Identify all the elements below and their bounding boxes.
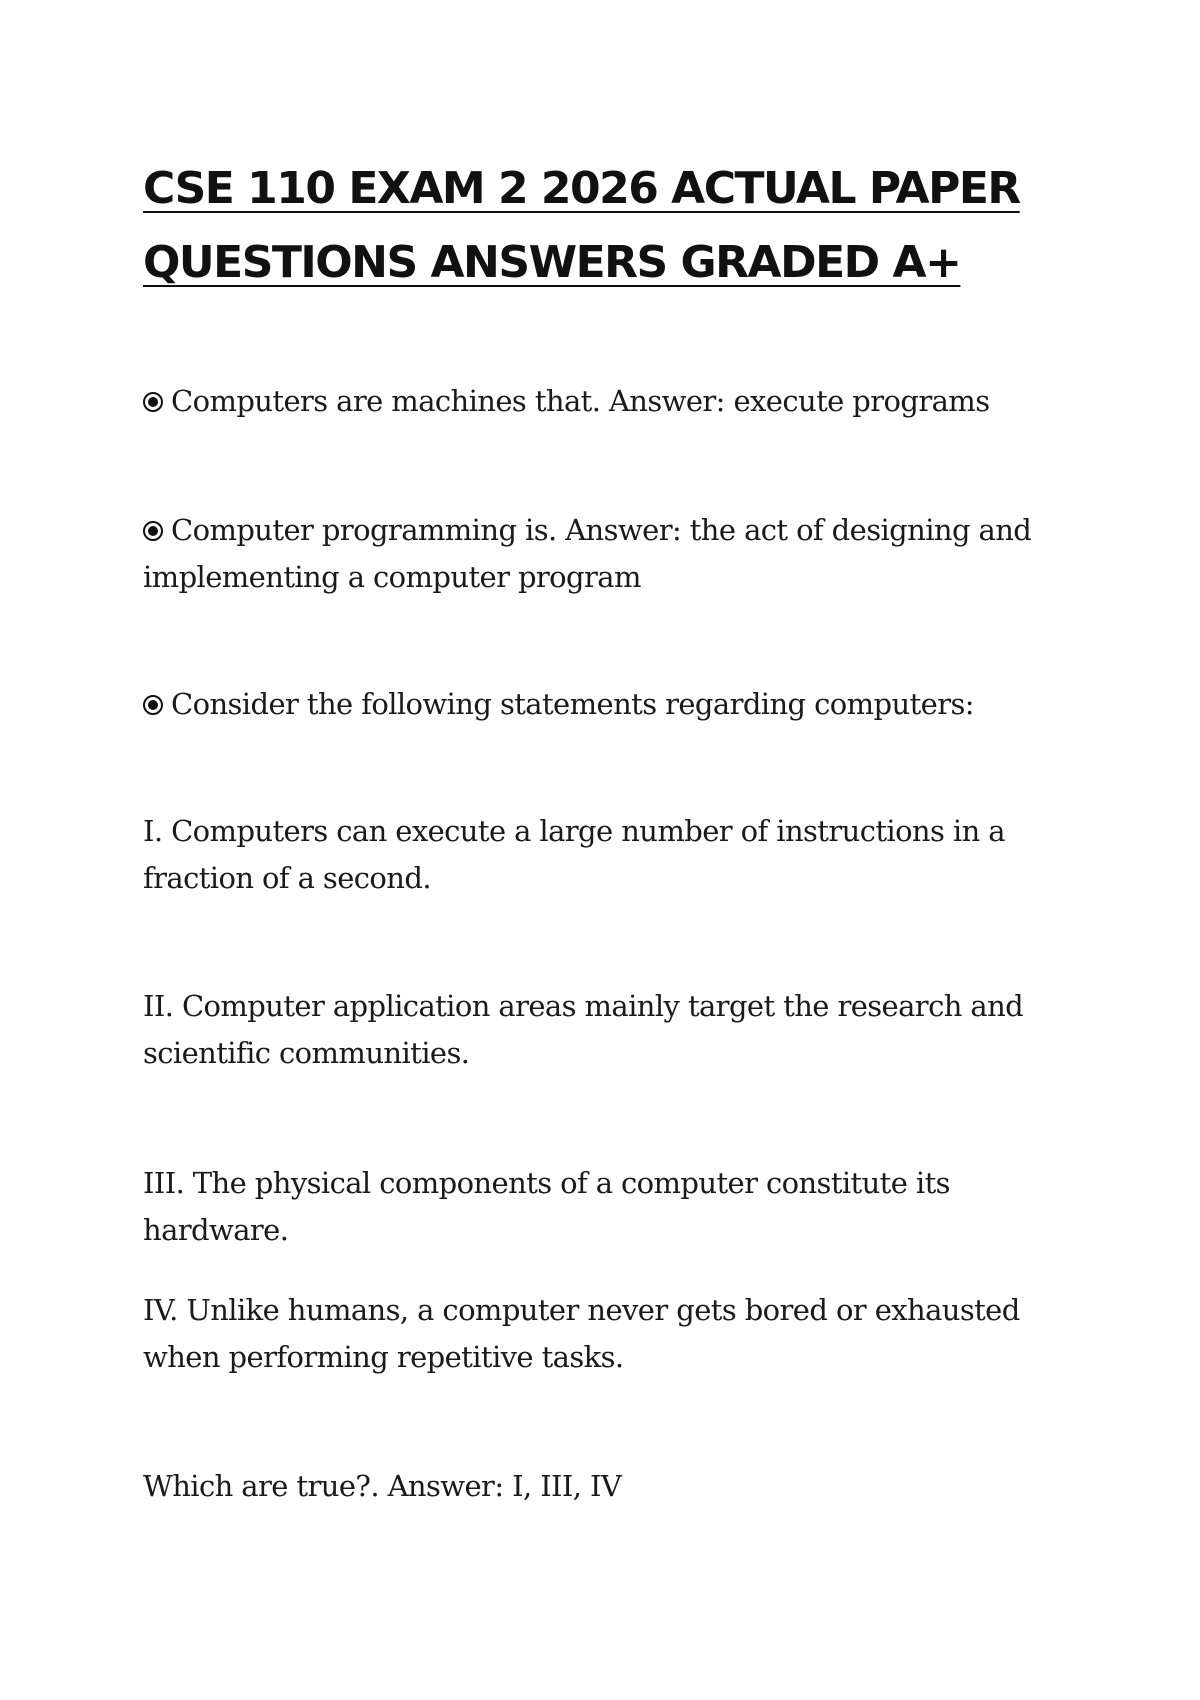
question-2: [143, 507, 1093, 601]
radio-bullet-icon: [143, 521, 163, 541]
statement-1: I. Computers can execute a large number of instructions in a fraction of a second.: [143, 814, 1005, 895]
question-2-text: Computer programming is. Answer: the act of designing and implementing a computer program: [143, 513, 1032, 594]
question-1-text: Computers are machines that. Answer: execute programs: [171, 384, 990, 418]
statement-2: II. Computer application areas mainly target the research and scientific communities.: [143, 989, 1024, 1070]
question-3: [143, 681, 1093, 728]
question-3-answer: Which are true?. Answer: I, III, IV: [143, 1469, 622, 1503]
radio-bullet-icon: [143, 695, 163, 715]
title-line-1: CSE 110 EXAM 2 2026 ACTUAL PAPER: [143, 163, 1020, 214]
question-1: [143, 378, 1093, 425]
document-title: [143, 152, 1103, 300]
statement-4: IV. Unlike humans, a computer never gets bored or exhausted when performing repetitive tasks.: [143, 1293, 1020, 1374]
statement-3: III. The physical components of a computer constitute its hardware.: [143, 1166, 950, 1247]
question-3-text: Consider the following statements regarding computers:: [171, 687, 974, 721]
title-line-2: QUESTIONS ANSWERS GRADED A+: [143, 237, 961, 288]
radio-bullet-icon: [143, 392, 163, 412]
